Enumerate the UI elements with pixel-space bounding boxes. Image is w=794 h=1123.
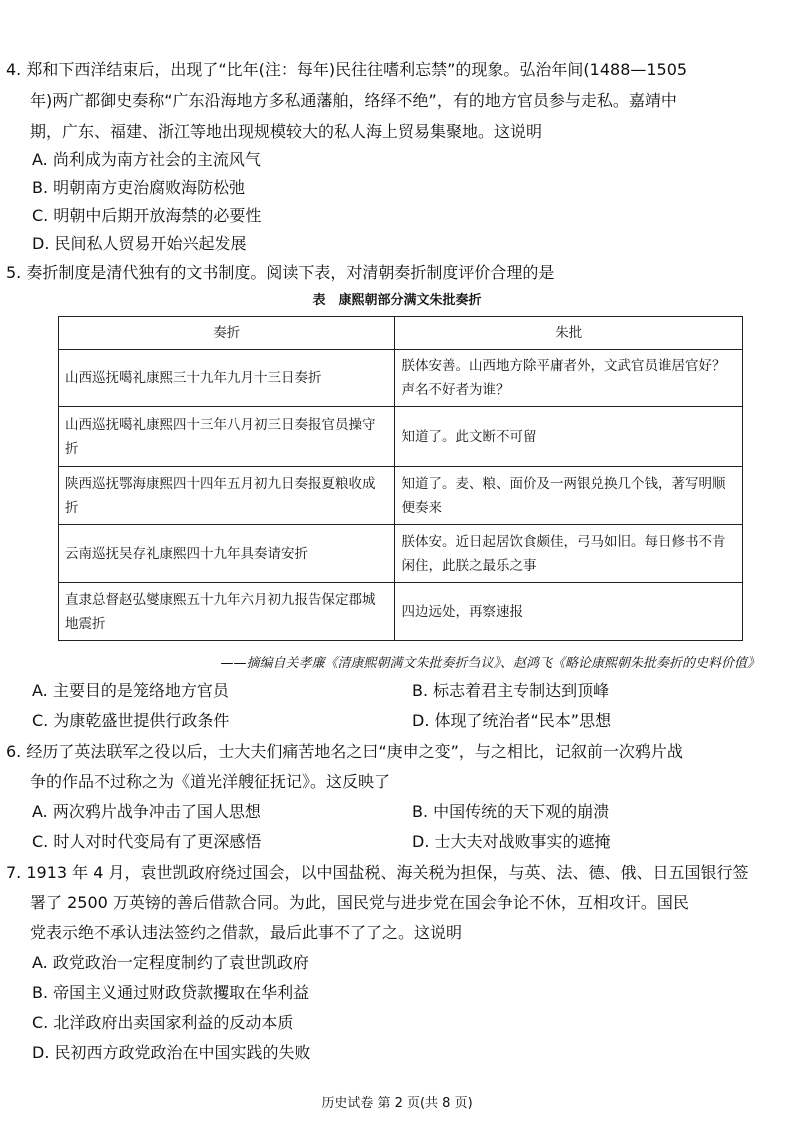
q5-stem: 5. 奏折制度是清代独有的文书制度。阅读下表，对清朝奏折制度评价合理的是 bbox=[6, 263, 555, 282]
table-cell: 知道了。麦、粮、面价及一两银兑换几个钱，著写明顺便奏来 bbox=[395, 467, 743, 525]
table-header-vermilion: 朱批 bbox=[395, 317, 743, 350]
q4-option-c: C. 明朝中后期开放海禁的必要性 bbox=[32, 206, 262, 225]
q5-option-d: D. 体现了统治者“民本”思想 bbox=[412, 711, 612, 730]
table-cell: 山西巡抚噶礼康熙三十九年九月十三日奏折 bbox=[59, 350, 395, 407]
q5-option-c: C. 为康乾盛世提供行政条件 bbox=[32, 711, 230, 730]
memorial-table bbox=[58, 316, 743, 641]
q4-option-a: A. 尚利成为南方社会的主流风气 bbox=[32, 150, 261, 169]
q6-stem-line1: 6. 经历了英法联军之役以后，士大夫们痛苦地名之曰“庚申之变”，与之相比，记叙前一次鸦片战 bbox=[6, 742, 683, 761]
table-row bbox=[59, 525, 743, 583]
table-cell: 朕体安善。山西地方除平庸者外，文武官员谁居官好？声名不好者为谁？ bbox=[395, 350, 743, 407]
table-row bbox=[59, 583, 743, 641]
page-footer: 历史试卷 第 2 页(共 8 页) bbox=[321, 1096, 473, 1111]
table-header-row bbox=[59, 317, 743, 350]
table-cell: 四边远处，再察速报 bbox=[395, 583, 743, 641]
q6-option-a: A. 两次鸦片战争冲击了国人思想 bbox=[32, 802, 261, 821]
q6-stem-line2: 争的作品不过称之为《道光洋艘征抚记》。这反映了 bbox=[30, 772, 391, 791]
table-cell: 陕西巡抚鄂海康熙四十四年五月初九日奏报夏粮收成折 bbox=[59, 467, 395, 525]
q4-option-b: B. 明朝南方吏治腐败海防松弛 bbox=[32, 178, 246, 197]
q5-option-b: B. 标志着君主专制达到顶峰 bbox=[412, 681, 610, 700]
q7-stem-line3: 党表示绝不承认违法签约之借款，最后此事不了了之。这说明 bbox=[30, 923, 463, 942]
q6-option-d: D. 士大夫对战败事实的遮掩 bbox=[412, 832, 611, 851]
q7-option-b: B. 帝国主义通过财政贷款攫取在华利益 bbox=[32, 983, 310, 1002]
table-caption: 表 康熙朝部分满文朱批奏折 bbox=[312, 293, 482, 308]
q7-option-d: D. 民初西方政党政治在中国实践的失败 bbox=[32, 1043, 311, 1062]
q4-stem-line2: 年)两广都御史奏称“广东沿海地方多私通藩舶，络绎不绝”，有的地方官员参与走私。嘉靖中 bbox=[30, 91, 677, 110]
table-cell: 直隶总督赵弘燮康熙五十九年六月初九报告保定郡城地震折 bbox=[59, 583, 395, 641]
table-row bbox=[59, 350, 743, 407]
table-cell: 朕体安。近日起居饮食颇佳，弓马如旧。每日修书不肯闲住，此朕之最乐之事 bbox=[395, 525, 743, 583]
table-row bbox=[59, 467, 743, 525]
table-source: ——摘编自关孝廉《清康熙朝满文朱批奏折刍议》、赵鸿飞《略论康熙朝朱批奏折的史料价值》 bbox=[220, 656, 760, 671]
q7-stem-line2: 署了 2500 万英镑的善后借款合同。为此，国民党与进步党在国会争论不休，互相攻讦。国民 bbox=[30, 893, 689, 912]
q4-stem-line1: 4. 郑和下西洋结束后，出现了“比年(注：每年)民往往嗜利忘禁”的现象。弘治年间(1488—1505 bbox=[6, 60, 688, 79]
q6-option-b: B. 中国传统的天下观的崩溃 bbox=[412, 802, 610, 821]
table-header-memorial: 奏折 bbox=[59, 317, 395, 350]
q4-stem-line3: 期，广东、福建、浙江等地出现规模较大的私人海上贸易集聚地。这说明 bbox=[30, 122, 543, 141]
table-cell: 知道了。此文断不可留 bbox=[395, 407, 743, 467]
q7-stem-line1: 7. 1913 年 4 月，袁世凯政府绕过国会，以中国盐税、海关税为担保，与英、法、德、俄、日五国银行签 bbox=[6, 863, 749, 882]
q7-option-a: A. 政党政治一定程度制约了袁世凯政府 bbox=[32, 953, 309, 972]
table-cell: 云南巡抚吴存礼康熙四十九年具奏请安折 bbox=[59, 525, 395, 583]
q6-option-c: C. 时人对时代变局有了更深感悟 bbox=[32, 832, 262, 851]
q5-option-a: A. 主要目的是笼络地方官员 bbox=[32, 681, 229, 700]
q4-option-d: D. 民间私人贸易开始兴起发展 bbox=[32, 234, 247, 253]
q7-option-c: C. 北洋政府出卖国家利益的反动本质 bbox=[32, 1013, 294, 1032]
table-cell: 山西巡抚噶礼康熙四十三年八月初三日奏报官员操守折 bbox=[59, 407, 395, 467]
table-row bbox=[59, 407, 743, 467]
